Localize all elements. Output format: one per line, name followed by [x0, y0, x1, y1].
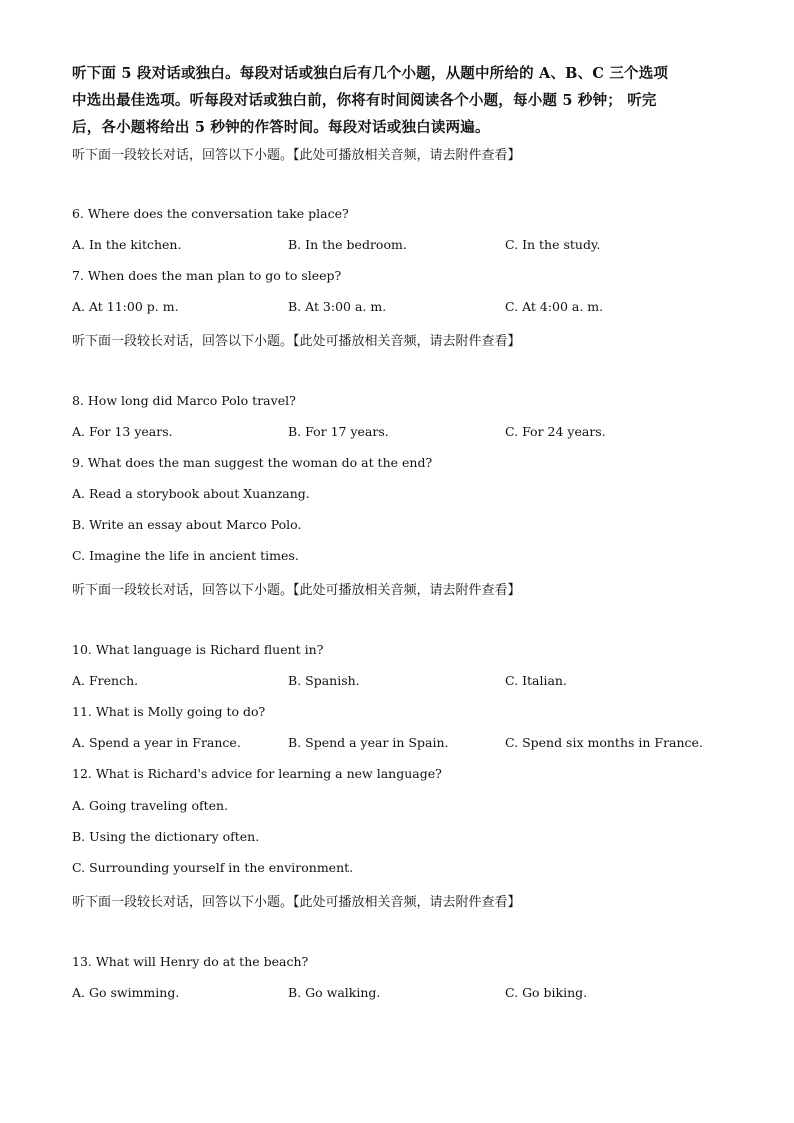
option-c: C. Italian.	[505, 673, 567, 688]
question-stem: 6. Where does the conversation take place?	[72, 206, 349, 221]
option-b: B. Go walking.	[288, 985, 381, 1000]
question-stem: 9. What does the man suggest the woman do at the end?	[72, 455, 433, 470]
instructions-line-2: 中选出最佳选项。听每段对话或独白前，你将有时间阅读各个小题，每小题 5 秒钟； 听完	[72, 92, 657, 109]
instructions-line-3: 后，各小题将给出 5 秒钟的作答时间。每段对话或独白读两遍。	[72, 119, 490, 136]
option-a: A. French.	[72, 673, 139, 688]
option-c: C. At 4:00 a. m.	[505, 299, 604, 314]
section-note: 听下面一段较长对话，回答以下小题。【此处可播放相关音频，请去附件查看】	[72, 895, 521, 910]
question-stem: 7. When does the man plan to go to sleep?	[72, 268, 342, 283]
option-a: A. Going traveling often.	[72, 798, 229, 813]
question-stem: 8. How long did Marco Polo travel?	[72, 393, 296, 408]
option-b: B. Using the dictionary often.	[72, 829, 260, 844]
option-b: B. For 17 years.	[288, 424, 389, 439]
option-c: C. Spend six months in France.	[505, 735, 703, 750]
question-stem: 13. What will Henry do at the beach?	[72, 954, 309, 969]
option-c: C. In the study.	[505, 237, 601, 252]
option-b: B. Write an essay about Marco Polo.	[72, 517, 302, 532]
option-b: B. Spanish.	[288, 673, 360, 688]
option-a: A. Go swimming.	[72, 985, 180, 1000]
option-c: C. Go biking.	[505, 985, 588, 1000]
option-c: C. Surrounding yourself in the environment.	[72, 860, 354, 875]
option-a: A. Read a storybook about Xuanzang.	[72, 486, 310, 501]
option-a: A. For 13 years.	[72, 424, 173, 439]
option-a: A. Spend a year in France.	[72, 735, 241, 750]
question-stem: 12. What is Richard's advice for learning a new language?	[72, 766, 442, 781]
option-c: C. Imagine the life in ancient times.	[72, 548, 299, 563]
question-stem: 10. What language is Richard fluent in?	[72, 642, 324, 657]
option-b: B. At 3:00 a. m.	[288, 299, 387, 314]
instructions	[72, 60, 732, 141]
option-a: A. In the kitchen.	[72, 237, 182, 252]
section-note: 听下面一段较长对话，回答以下小题。【此处可播放相关音频，请去附件查看】	[72, 583, 521, 598]
question-stem: 11. What is Molly going to do?	[72, 704, 266, 719]
option-c: C. For 24 years.	[505, 424, 606, 439]
option-a: A. At 11:00 p. m.	[72, 299, 179, 314]
section-note: 听下面一段较长对话，回答以下小题。【此处可播放相关音频，请去附件查看】	[72, 148, 521, 163]
option-b: B. Spend a year in Spain.	[288, 735, 449, 750]
option-b: B. In the bedroom.	[288, 237, 407, 252]
section-note: 听下面一段较长对话，回答以下小题。【此处可播放相关音频，请去附件查看】	[72, 334, 521, 349]
instructions-line-1: 听下面 5 段对话或独白。每段对话或独白后有几个小题，从题中所给的 A、B、C 三个选项	[72, 65, 669, 82]
